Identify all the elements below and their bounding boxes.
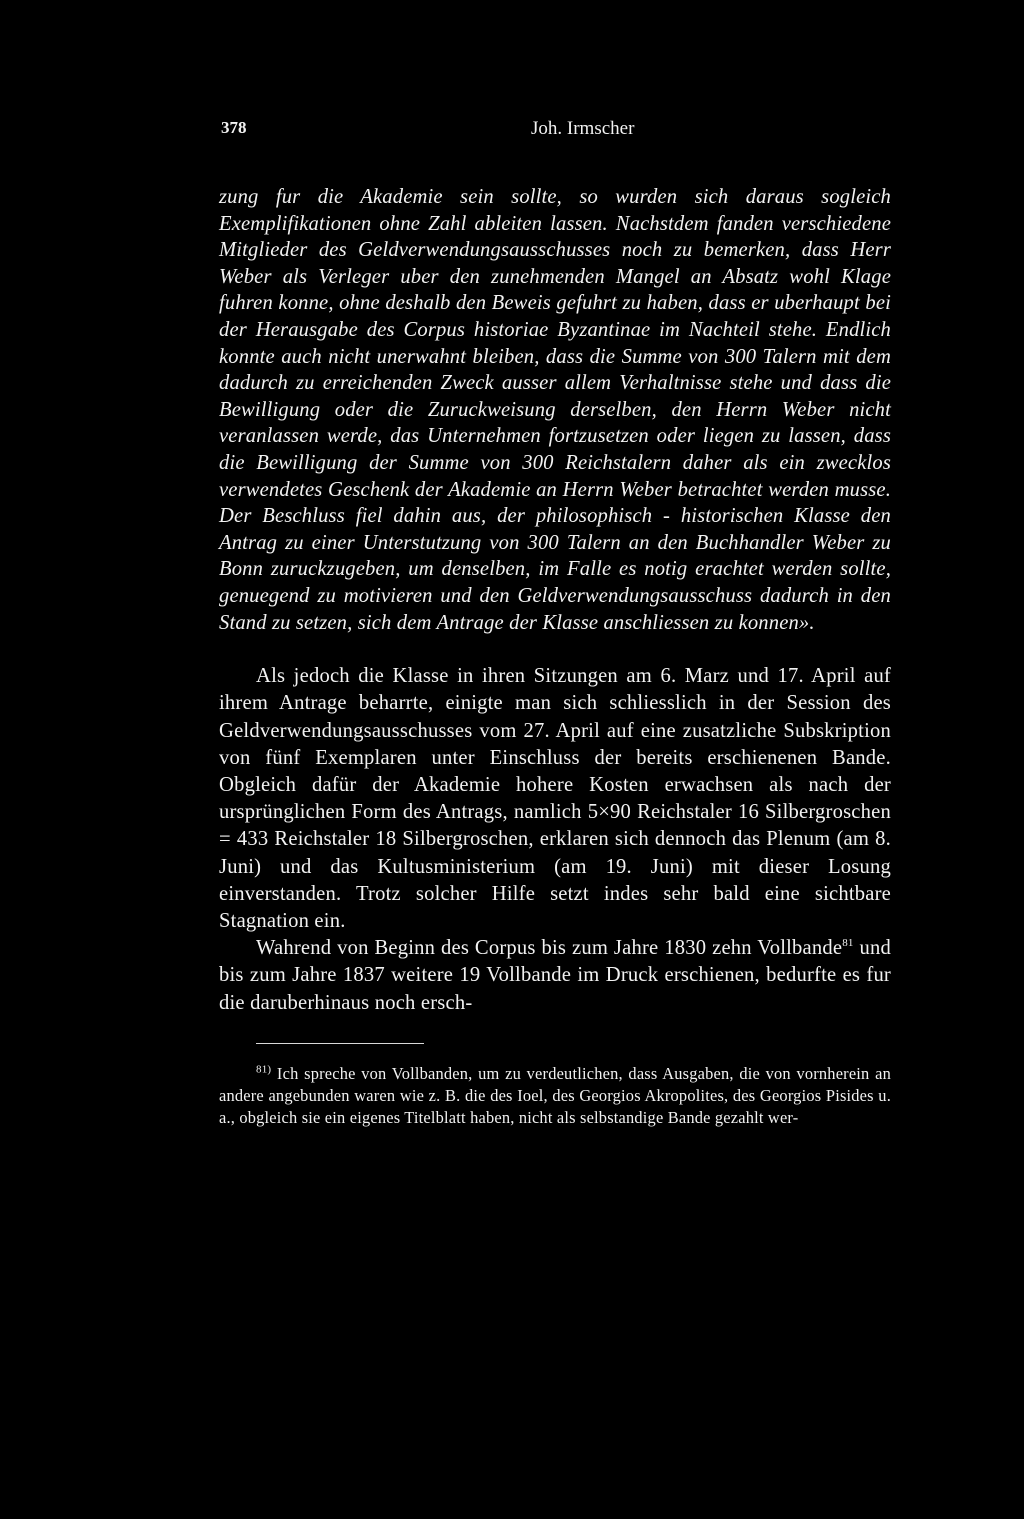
footnote-text: Ich spreche von Vollbanden, um zu verdeutlichen, dass Ausgaben, die von vornherein an andere angebunden waren wie z. B. die des Ioel, des Georgios Akropolites, des Georgios Pisides u. a., obgleich sie ein eigenes Titelblatt haben, nicht als selbstandige Bande gezahlt wer- (219, 1063, 891, 1127)
book-page (219, 118, 891, 1129)
paragraph-text: und bis zum Jahre 1837 weitere 19 Vollbande im Druck erschienen, bedurfte es fur die daruberhinaus noch ersch- (219, 937, 891, 1014)
page-number: 378 (221, 118, 247, 137)
footnote-reference: 81 (842, 937, 854, 950)
quoted-passage: zung fur die Akademie sein sollte, so wurden sich daraus sogleich Exemplifikationen ohne Zahl ableiten lassen. Nachstdem fanden verschiedene Mitglieder des Geldverwendungsausschusses noch zu bemerken, dass Herr Weber als Verleger uber den zunehmenden Mangel an Absatz wohl Klage fuhren konne, ohne deshalb den Beweis gefuhrt zu haben, dass er uberhaupt bei der Herausgabe des Corpus historiae Byzantinae im Nachteil stehe. Endlich konnte auch nicht unerwahnt bleiben, dass die Summe von 300 Talern mit dem dadurch zu erreichenden Zweck ausser allem Verhaltnisse stehe und dass die Bewilligung oder die Zuruckweisung derselben, den Herrn Weber nicht veranlassen werde, das Unternehmen fortzusetzen oder liegen zu lassen, dass die Bewilligung der Summe von 300 Reichstalern daher als ein zwecklos verwendetes Geschenk der Akademie an Herrn Weber betrachtet werden musse. Der Beschluss fiel dahin aus, der philosophisch - historischen Klasse den Antrag zu einer Unterstutzung von 300 Talern an den Buchhandler Weber zu Bonn zuruckzugeben, um denselben, im Falle es notig erachtet werden sollte, genuegend zu motivieren und den Geldverwendungsausschuss dadurch in den Stand zu setzen, sich dem Antrage der Klasse anschliessen zu konnen». (219, 186, 891, 634)
footnote-divider (256, 1043, 424, 1044)
paragraph-text: Wahrend von Beginn des Corpus bis zum Jahre 1830 zehn Vollbande (256, 937, 843, 960)
paragraph (219, 935, 891, 1017)
footnote-marker: 81) (256, 1063, 272, 1076)
body-text (219, 663, 891, 1017)
paragraph: Als jedoch die Klasse in ihren Sitzungen am 6. Marz und 17. April auf ihrem Antrage beharrte, einigte man sich schliesslich in der Session des Geldverwendungsausschusses vom 27. April auf eine zusatzliche Subskription von fünf Exemplaren unter Einschluss der bereits erschienenen Bande. Obgleich dafür der Akademie hohere Kosten erwachsen als nach der ursprünglichen Form des Antrags, namlich 5×90 Reichstaler 16 Silbergroschen = 433 Reichstaler 18 Silbergroschen, erklaren sich dennoch das Plenum (am 8. Juni) und das Kultusministerium (am 19. Juni) mit dieser Losung einverstanden. Trotz solcher Hilfe setzt indes sehr bald eine sichtbare Stagnation ein. (219, 665, 891, 932)
footnote (219, 1063, 891, 1129)
running-title: Joh. Irmscher (531, 118, 635, 139)
footnotes (219, 1063, 891, 1129)
page-header (219, 118, 891, 148)
